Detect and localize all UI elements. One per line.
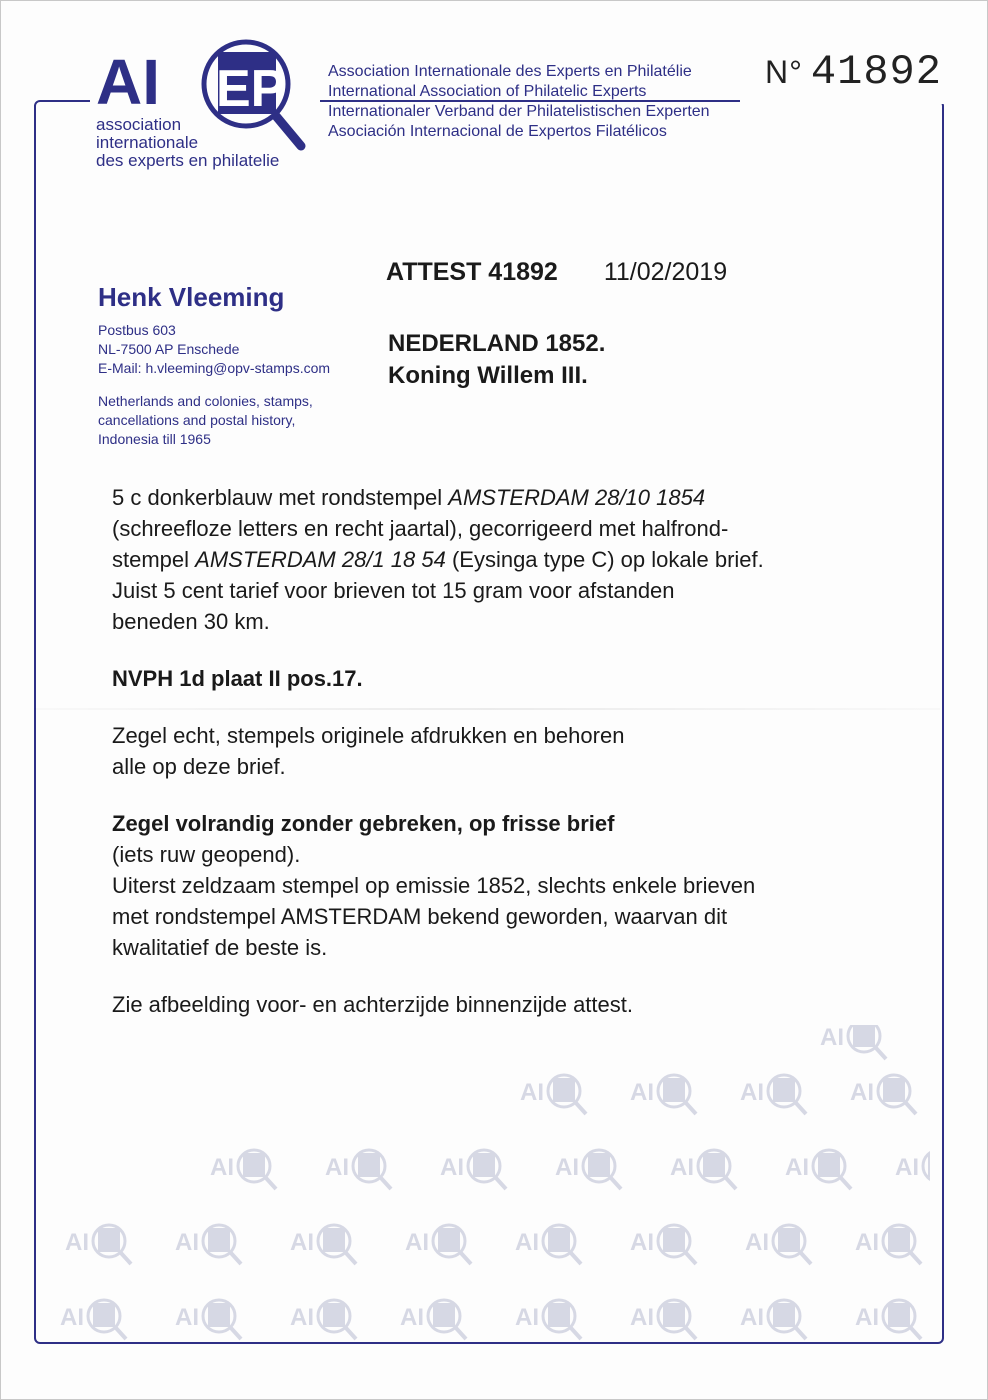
svg-text:AI: AI — [740, 1304, 764, 1331]
certificate-body — [112, 482, 912, 1020]
authenticity-text: alle op deze brief. — [112, 754, 286, 779]
svg-text:AI: AI — [855, 1304, 879, 1331]
watermark-logo — [400, 1300, 466, 1339]
certificate-number-label: N° — [765, 54, 803, 90]
watermark-logo — [855, 1225, 921, 1264]
association-names — [328, 62, 710, 142]
frame-gap-right — [740, 96, 940, 104]
watermark-logo — [740, 1300, 806, 1339]
watermark-logo — [855, 1300, 921, 1339]
association-name-en: International Association of Philatelic Experts — [328, 83, 647, 100]
stamp-country: NEDERLAND 1852. — [388, 330, 606, 357]
expert-info — [98, 282, 330, 449]
certificate-number — [765, 48, 942, 96]
condition-text: kwalitatief de beste is. — [112, 935, 328, 960]
svg-text:AI: AI — [850, 1079, 874, 1106]
svg-text:AI: AI — [405, 1229, 429, 1256]
watermark-logo — [670, 1150, 736, 1189]
attest-number: ATTEST 41892 — [386, 258, 558, 286]
svg-text:AI: AI — [60, 1304, 84, 1331]
watermark-logo — [210, 1150, 276, 1189]
postmark-1: AMSTERDAM 28/10 1854 — [448, 485, 706, 510]
condition-text: (iets ruw geopend). — [112, 842, 301, 867]
watermark-logo — [405, 1225, 471, 1264]
condition-text: met rondstempel AMSTERDAM bekend geworden, waarvan dit — [112, 904, 728, 929]
watermark-logo — [515, 1300, 581, 1339]
logo-text-line-1: association — [96, 115, 182, 134]
svg-text:AI: AI — [740, 1079, 764, 1106]
svg-text:AI: AI — [325, 1154, 349, 1181]
logo-letters-ai: AI — [96, 46, 160, 118]
stamp-issue: Koning Willem III. — [388, 362, 588, 389]
watermark-logo — [630, 1075, 696, 1114]
expert-address-line: NL-7500 AP Enschede — [98, 341, 240, 357]
svg-text:AI: AI — [515, 1229, 539, 1256]
svg-text:AI: AI — [210, 1154, 234, 1181]
watermark-logo — [630, 1225, 696, 1264]
svg-text:AI: AI — [670, 1154, 694, 1181]
association-name-de: Internationaler Verband der Philatelistischen Experten — [328, 103, 710, 120]
attest-date: 11/02/2019 — [603, 258, 728, 286]
condition-paragraph — [112, 808, 912, 963]
expert-name: Henk Vleeming — [98, 282, 285, 312]
logo-text-line-2: internationale — [96, 133, 199, 152]
description-text: 5 c donkerblauw met rondstempel — [112, 485, 449, 510]
svg-text:AI: AI — [745, 1229, 769, 1256]
association-name-fr: Association Internationale des Experts en Philatélie — [328, 63, 692, 80]
watermark-logo — [740, 1075, 806, 1114]
svg-text:AI: AI — [65, 1229, 89, 1256]
magnifier-handle — [276, 116, 301, 146]
description-text: stempel — [112, 547, 196, 572]
condition-heading: Zegel volrandig zonder gebreken, op frisse brief — [112, 811, 615, 836]
svg-text:AI: AI — [175, 1304, 199, 1331]
svg-text:AI: AI — [820, 1025, 844, 1051]
svg-text:AI: AI — [555, 1154, 579, 1181]
watermark-logo — [850, 1075, 916, 1114]
frame-corner-cut — [930, 96, 944, 104]
watermark-logo — [820, 1025, 886, 1059]
svg-text:AI: AI — [785, 1154, 809, 1181]
svg-text:AI: AI — [895, 1154, 919, 1181]
watermark-logo — [175, 1300, 241, 1339]
logo-letters-ep: EP — [216, 60, 286, 118]
logo-text-line-3: des experts en philatelie — [96, 151, 280, 170]
svg-text:AI: AI — [630, 1304, 654, 1331]
expert-address-line: Postbus 603 — [98, 322, 176, 338]
expert-specialty-line: Netherlands and colonies, stamps, — [98, 393, 313, 409]
watermark-logo — [785, 1150, 851, 1189]
aiep-logo-graphic — [96, 34, 316, 174]
association-name-es: Asociación Internacional de Expertos Filatélicos — [328, 123, 667, 140]
watermark-logo — [555, 1150, 621, 1189]
svg-text:AI: AI — [290, 1304, 314, 1331]
svg-text:AI: AI — [515, 1304, 539, 1331]
watermark-logo — [515, 1225, 581, 1264]
watermark-logo — [325, 1150, 391, 1189]
stamp-title — [388, 328, 605, 392]
svg-text:AI: AI — [630, 1079, 654, 1106]
watermark-logo — [65, 1225, 131, 1264]
svg-text:AI: AI — [400, 1304, 424, 1331]
svg-text:AI: AI — [290, 1229, 314, 1256]
description-text: (schreefloze letters en recht jaartal), gecorrigeerd met halfrond- — [112, 516, 729, 541]
description-text: beneden 30 km. — [112, 609, 270, 634]
watermark-logo — [60, 1300, 126, 1339]
svg-text:AI: AI — [855, 1229, 879, 1256]
watermark-logo — [745, 1225, 811, 1264]
svg-text:AI: AI — [440, 1154, 464, 1181]
image-note: Zie afbeelding voor- en achterzijde binnenzijde attest. — [112, 992, 633, 1017]
watermark-logo — [175, 1225, 241, 1264]
watermark-logo — [440, 1150, 506, 1189]
svg-text:AI: AI — [520, 1079, 544, 1106]
description-text: (Eysinga type C) op lokale brief. — [445, 547, 764, 572]
postmark-2: AMSTERDAM 28/1 18 54 — [195, 547, 446, 572]
description-text: Juist 5 cent tarief voor brieven tot 15 gram voor afstanden — [112, 578, 675, 603]
aiep-logo — [96, 34, 316, 174]
watermark-logo — [520, 1075, 586, 1114]
condition-text: Uiterst zeldzaam stempel op emissie 1852, slechts enkele brieven — [112, 873, 756, 898]
aiep-watermark-pattern — [40, 1025, 930, 1345]
certificate-number-value: 41892 — [810, 48, 942, 96]
watermark-logo — [290, 1300, 356, 1339]
watermark-logo — [290, 1225, 356, 1264]
attest-header — [386, 258, 727, 287]
authenticity-paragraph — [112, 720, 912, 782]
watermark-logo — [630, 1300, 696, 1339]
authenticity-text: Zegel echt, stempels originele afdrukken en behoren — [112, 723, 625, 748]
description-paragraph — [112, 482, 912, 637]
watermark-logo — [895, 1150, 930, 1189]
expert-specialty-line: Indonesia till 1965 — [98, 431, 211, 447]
catalogue-reference: NVPH 1d plaat II pos.17. — [112, 666, 363, 691]
expert-email: E-Mail: h.vleeming@opv-stamps.com — [98, 360, 331, 376]
svg-text:AI: AI — [630, 1229, 654, 1256]
watermark-group — [60, 1025, 930, 1339]
expert-specialty-line: cancellations and postal history, — [98, 412, 296, 428]
svg-text:AI: AI — [175, 1229, 199, 1256]
